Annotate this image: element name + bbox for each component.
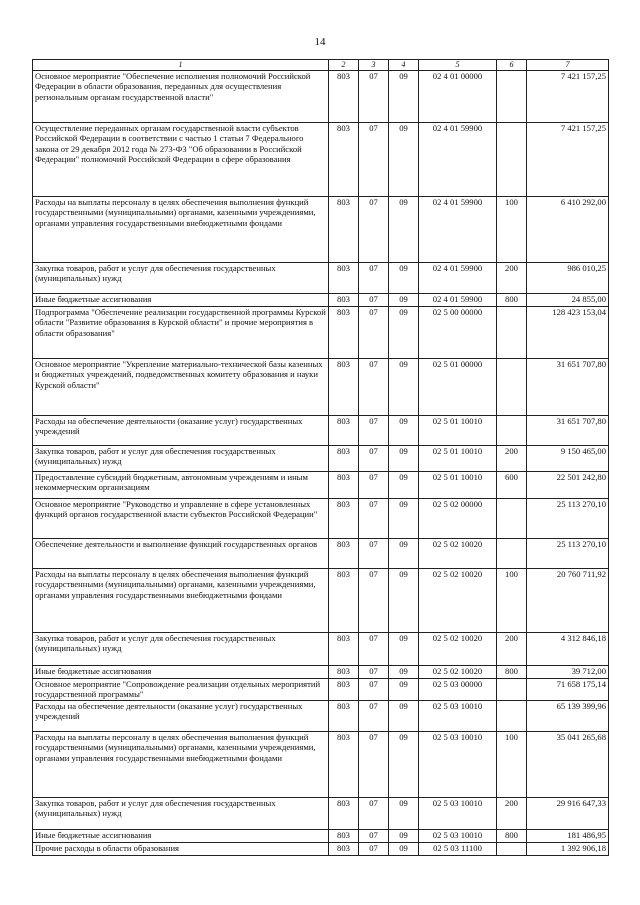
row-grbs: 803 [329,359,359,416]
row-target-article: 02 5 02 10020 [419,666,497,679]
row-target-article: 02 5 03 10010 [419,701,497,732]
row-amount: 4 312 846,18 [527,633,609,666]
row-grbs: 803 [329,679,359,701]
row-name: Осуществление переданных органам государственной власти субъектов Российской Федерации в соответствии с частью 1 статьи 7 Федерального закона от 29 декабря 2012 года № 273-ФЗ "Об образовании в Российской Федерации" полномочий Российской Федерации в сфере образования [33,123,329,197]
column-header: 6 [497,60,527,71]
row-grbs: 803 [329,197,359,263]
row-name: Расходы на выплаты персоналу в целях обеспечения выполнения функций государственными (муниципальными) органами, казенными учреждениями, органами управления государственными внебюджетными фондами [33,732,329,798]
row-expense-type: 100 [497,569,527,633]
row-name: Закупка товаров, работ и услуг для обеспечения государственных (муниципальных) нужд [33,633,329,666]
row-expense-type: 800 [497,666,527,679]
page-number: 14 [314,36,326,48]
row-expense-type [497,679,527,701]
row-grbs: 803 [329,71,359,123]
row-target-article: 02 5 01 00000 [419,359,497,416]
row-subsection: 09 [389,679,419,701]
row-amount: 20 760 711,92 [527,569,609,633]
row-section: 07 [359,123,389,197]
row-section: 07 [359,666,389,679]
row-name: Закупка товаров, работ и услуг для обеспечения государственных (муниципальных) нужд [33,263,329,294]
row-section: 07 [359,843,389,856]
row-subsection: 09 [389,472,419,499]
row-amount: 128 423 153,04 [527,307,609,359]
row-expense-type: 600 [497,472,527,499]
row-amount: 7 421 157,25 [527,123,609,197]
row-amount: 35 041 265,68 [527,732,609,798]
row-expense-type [497,71,527,123]
row-subsection: 09 [389,798,419,830]
row-target-article: 02 5 00 00000 [419,307,497,359]
row-subsection: 09 [389,666,419,679]
row-subsection: 09 [389,123,419,197]
row-grbs: 803 [329,843,359,856]
row-subsection: 09 [389,197,419,263]
row-subsection: 09 [389,263,419,294]
table-row [33,416,609,446]
table-row [33,294,609,307]
table-row [33,499,609,539]
row-name: Расходы на выплаты персоналу в целях обеспечения выполнения функций государственными (муниципальными) органами, казенными учреждениями, органами управления государственными внебюджетными фондами [33,197,329,263]
table-row [33,71,609,123]
row-section: 07 [359,263,389,294]
row-expense-type [497,499,527,539]
row-name: Иные бюджетные ассигнования [33,666,329,679]
row-target-article: 02 5 03 11100 [419,843,497,856]
row-target-article: 02 5 02 10020 [419,633,497,666]
row-expense-type: 800 [497,294,527,307]
column-header: 2 [329,60,359,71]
table-row [33,569,609,633]
row-subsection: 09 [389,732,419,798]
row-amount: 31 651 707,80 [527,416,609,446]
row-subsection: 09 [389,701,419,732]
row-expense-type [497,359,527,416]
budget-table [32,59,609,856]
row-grbs: 803 [329,569,359,633]
row-expense-type [497,539,527,569]
row-subsection: 09 [389,830,419,843]
column-header: 4 [389,60,419,71]
row-target-article: 02 4 01 59900 [419,263,497,294]
row-amount: 986 010,25 [527,263,609,294]
column-header: 1 [33,60,329,71]
row-target-article: 02 4 01 59900 [419,123,497,197]
row-grbs: 803 [329,830,359,843]
row-expense-type: 200 [497,446,527,472]
row-grbs: 803 [329,701,359,732]
row-section: 07 [359,472,389,499]
row-target-article: 02 4 01 59900 [419,294,497,307]
row-section: 07 [359,679,389,701]
row-subsection: 09 [389,359,419,416]
row-subsection: 09 [389,446,419,472]
row-section: 07 [359,71,389,123]
row-subsection: 09 [389,539,419,569]
row-section: 07 [359,798,389,830]
row-subsection: 09 [389,633,419,666]
row-expense-type: 200 [497,798,527,830]
table-row [33,263,609,294]
row-subsection: 09 [389,569,419,633]
row-name: Иные бюджетные ассигнования [33,294,329,307]
row-name: Предоставление субсидий бюджетным, автономным учреждениям и иным некоммерческим организациям [33,472,329,499]
row-grbs: 803 [329,798,359,830]
table-row [33,359,609,416]
row-section: 07 [359,569,389,633]
table-row [33,446,609,472]
row-name: Закупка товаров, работ и услуг для обеспечения государственных (муниципальных) нужд [33,798,329,830]
row-grbs: 803 [329,633,359,666]
row-expense-type: 200 [497,263,527,294]
row-name: Расходы на выплаты персоналу в целях обеспечения выполнения функций государственными (муниципальными) органами, казенными учреждениями, органами управления государственными внебюджетными фондами [33,569,329,633]
column-header: 5 [419,60,497,71]
row-expense-type [497,307,527,359]
row-name: Основное мероприятие "Укрепление материально-технической базы казенных и бюджетных учреждений, подведомственных комитету образования и науки Курской области" [33,359,329,416]
table-row [33,830,609,843]
row-name: Подпрограмма "Обеспечение реализации государственной программы Курской области "Развитие образования в Курской области" и прочие мероприятия в области образования" [33,307,329,359]
table-row [33,307,609,359]
table-body [33,71,609,856]
row-target-article: 02 5 02 10020 [419,569,497,633]
row-target-article: 02 5 02 00000 [419,499,497,539]
table-row [33,701,609,732]
row-name: Основное мероприятие "Сопровождение реализации отдельных мероприятий государственной программы" [33,679,329,701]
column-header: 3 [359,60,389,71]
row-target-article: 02 5 01 10010 [419,416,497,446]
row-expense-type [497,701,527,732]
row-section: 07 [359,359,389,416]
table-row [33,539,609,569]
row-grbs: 803 [329,472,359,499]
row-amount: 7 421 157,25 [527,71,609,123]
row-target-article: 02 5 03 00000 [419,679,497,701]
table-row [33,843,609,856]
row-target-article: 02 5 02 10020 [419,539,497,569]
row-name: Прочие расходы в области образования [33,843,329,856]
row-expense-type: 800 [497,830,527,843]
table-row [33,798,609,830]
row-amount: 22 501 242,80 [527,472,609,499]
row-amount: 39 712,00 [527,666,609,679]
row-target-article: 02 5 03 10010 [419,798,497,830]
row-grbs: 803 [329,732,359,798]
row-grbs: 803 [329,499,359,539]
row-subsection: 09 [389,499,419,539]
row-target-article: 02 4 01 00000 [419,71,497,123]
row-section: 07 [359,499,389,539]
table-row [33,633,609,666]
row-subsection: 09 [389,416,419,446]
row-target-article: 02 5 01 10010 [419,446,497,472]
row-amount: 31 651 707,80 [527,359,609,416]
row-subsection: 09 [389,843,419,856]
row-expense-type: 100 [497,732,527,798]
row-amount: 71 658 175,14 [527,679,609,701]
row-amount: 1 392 906,18 [527,843,609,856]
row-name: Расходы на обеспечение деятельности (оказание услуг) государственных учреждений [33,701,329,732]
table-row [33,666,609,679]
table-row [33,679,609,701]
row-name: Обеспечение деятельности и выполнение функций государственных органов [33,539,329,569]
row-expense-type [497,416,527,446]
row-name: Расходы на обеспечение деятельности (оказание услуг) государственных учреждений [33,416,329,446]
row-grbs: 803 [329,123,359,197]
row-target-article: 02 5 01 10010 [419,472,497,499]
row-section: 07 [359,307,389,359]
row-amount: 181 486,95 [527,830,609,843]
row-name: Основное мероприятие "Обеспечение исполнения полномочий Российской Федерации в области образования, переданных для осуществления региональным органам государственной власти" [33,71,329,123]
row-amount: 25 113 270,10 [527,539,609,569]
row-expense-type: 100 [497,197,527,263]
row-section: 07 [359,294,389,307]
row-amount: 6 410 292,00 [527,197,609,263]
row-amount: 24 855,00 [527,294,609,307]
row-amount: 29 916 647,33 [527,798,609,830]
row-expense-type: 200 [497,633,527,666]
row-section: 07 [359,701,389,732]
row-grbs: 803 [329,446,359,472]
row-target-article: 02 4 01 59900 [419,197,497,263]
table-header-row [33,60,609,71]
row-target-article: 02 5 03 10010 [419,732,497,798]
row-name: Закупка товаров, работ и услуг для обеспечения государственных (муниципальных) нужд [33,446,329,472]
row-target-article: 02 5 03 10010 [419,830,497,843]
table-row [33,197,609,263]
row-grbs: 803 [329,263,359,294]
row-grbs: 803 [329,294,359,307]
row-expense-type [497,843,527,856]
row-subsection: 09 [389,307,419,359]
row-section: 07 [359,416,389,446]
row-name: Основное мероприятие "Руководство и управление в сфере установленных функций органов государственной власти субъектов Российской Федерации" [33,499,329,539]
row-amount: 9 150 465,00 [527,446,609,472]
row-section: 07 [359,633,389,666]
table-row [33,123,609,197]
row-subsection: 09 [389,294,419,307]
row-grbs: 803 [329,307,359,359]
row-name: Иные бюджетные ассигнования [33,830,329,843]
table-row [33,472,609,499]
row-grbs: 803 [329,416,359,446]
row-amount: 25 113 270,10 [527,499,609,539]
row-section: 07 [359,732,389,798]
row-section: 07 [359,830,389,843]
column-header: 7 [527,60,609,71]
row-amount: 65 139 399,96 [527,701,609,732]
row-section: 07 [359,539,389,569]
row-subsection: 09 [389,71,419,123]
row-section: 07 [359,197,389,263]
table-row [33,732,609,798]
row-section: 07 [359,446,389,472]
row-grbs: 803 [329,666,359,679]
row-grbs: 803 [329,539,359,569]
row-expense-type [497,123,527,197]
